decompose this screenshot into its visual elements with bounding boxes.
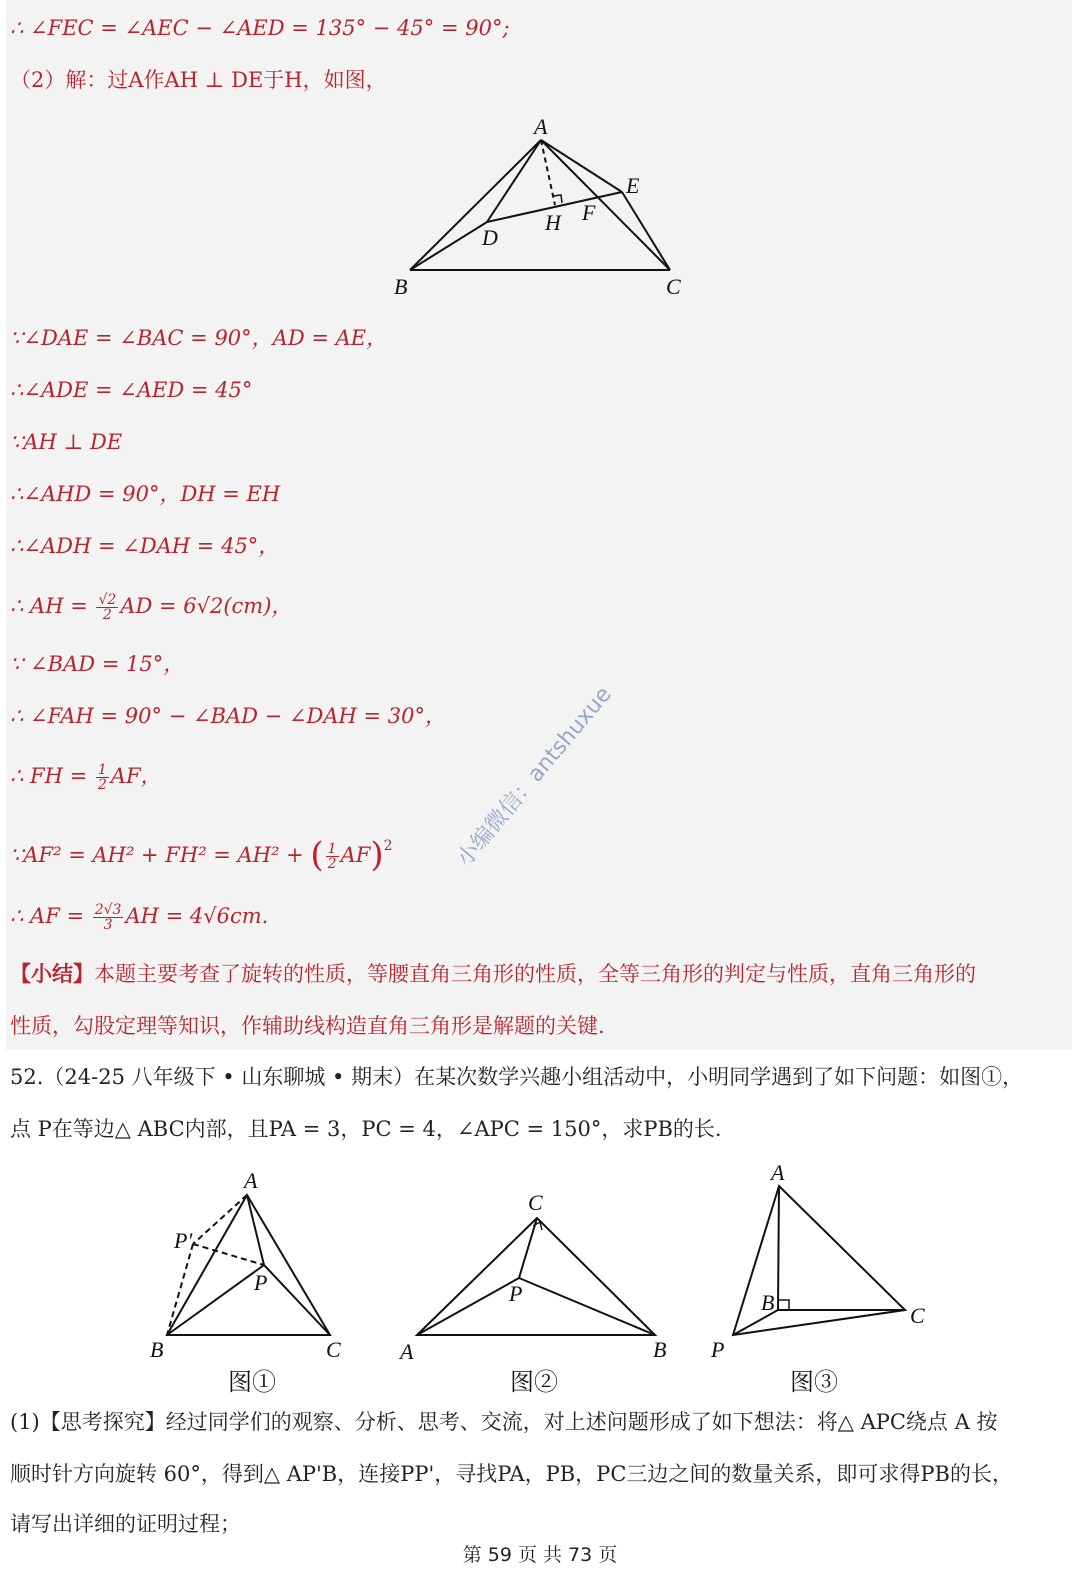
label-f: F: [582, 200, 596, 225]
label-e: E: [626, 173, 640, 198]
fraction-denominator: 2: [102, 607, 112, 623]
label-b: B: [394, 274, 408, 299]
fig2-label-p: P: [509, 1281, 523, 1306]
label-c: C: [666, 274, 681, 299]
step-fh: [10, 762, 162, 792]
segment-ec: [622, 192, 670, 270]
step-ah: [10, 592, 292, 622]
figure-caption-2: 图②: [510, 1368, 558, 1396]
fig3-label-b: B: [761, 1290, 775, 1315]
label-h: H: [545, 210, 561, 235]
fraction-denominator: 2: [327, 856, 337, 872]
fraction-sqrt2-over-2: [96, 593, 118, 622]
step-af-prefix: ∴ AF =: [10, 904, 91, 928]
fraction-half: [326, 842, 339, 871]
question-line-1: 52.（24-25 八年级下 • 山东聊城 • 期末）在某次数学兴趣小组活动中，小明同学遇到了如下问题：如图①，: [10, 1065, 1024, 1089]
segment-ad: [487, 140, 541, 222]
fraction-numerator: √2: [98, 592, 117, 608]
close-paren: ): [370, 835, 384, 875]
solution-line-2: （2）解：过A作AH ⊥ DE于H，如图，: [10, 68, 387, 92]
question-line-2: 点 P在等边△ ABC内部，且PA = 3，PC = 4，∠APC = 150°，求PB的长.: [10, 1117, 722, 1141]
part1-line-2: 顺时针方向旋转 60°，得到△ AP'B，连接PP'，寻找PA，PB，PC三边之间的数量关系，即可求得PB的长，: [10, 1462, 1013, 1486]
solution-figure: [380, 110, 710, 305]
label-a: A: [534, 114, 548, 139]
summary-line-2: 性质，勾股定理等知识，作辅助线构造直角三角形是解题的关键.: [10, 1014, 605, 1038]
step-ah-suffix: AD = 6√2(cm)，: [120, 594, 293, 618]
fig1-label-c: C: [326, 1337, 341, 1360]
step-bad: ∵ ∠BAD = 15°，: [10, 652, 185, 676]
fig2-label-c: C: [528, 1190, 543, 1215]
summary-tag: 【小结】: [10, 961, 94, 986]
figure-caption-1: 图①: [228, 1368, 276, 1396]
step-af2-inner: AF: [340, 843, 371, 867]
segment-ae: [541, 140, 622, 192]
step-2: ∴∠ADE = ∠AED = 45°: [10, 378, 253, 402]
step-ah-prefix: ∴ AH =: [10, 594, 95, 618]
page-footer: 第 59 页 共 73 页: [462, 1544, 618, 1566]
step-fah: ∴ ∠FAH = 90° − ∠BAD − ∠DAH = 30°，: [10, 704, 447, 728]
step-af: [10, 902, 268, 932]
watermark: 小编微信：antshuxue: [452, 682, 617, 872]
fig3-label-c: C: [910, 1303, 925, 1328]
step-4: ∴∠AHD = 90°，DH = EH: [10, 482, 281, 506]
fig1-label-p-prime: P': [174, 1228, 193, 1253]
fraction-denominator: 2: [97, 777, 107, 793]
summary-text-1: 本题主要考查了旋转的性质，等腰直角三角形的性质，全等三角形的判定与性质，直角三角形的: [94, 962, 976, 986]
step-fh-suffix: AF，: [110, 764, 162, 788]
fraction-half: [96, 763, 109, 792]
figure-1: [167, 1195, 330, 1335]
figure-caption-3: 图③: [790, 1368, 838, 1396]
segment-ab: [410, 140, 541, 270]
step-af2-prefix: ∵AF² = AH² + FH² = AH² +: [10, 843, 311, 867]
question-figures: [140, 1160, 940, 1360]
part1-line-3: 请写出详细的证明过程；: [10, 1512, 241, 1536]
solution-line-1: ∴ ∠FEC = ∠AEC − ∠AED = 135° − 45° = 90°;: [10, 16, 510, 40]
step-fh-prefix: ∴ FH =: [10, 764, 94, 788]
segment-bd: [410, 222, 487, 270]
fraction-numerator: 2√3: [94, 902, 122, 918]
fig1-label-p: P: [254, 1270, 268, 1295]
label-d: D: [482, 225, 498, 250]
fig2-label-b: B: [653, 1337, 667, 1360]
segment-ah-dashed: [541, 140, 555, 205]
fig1-label-b: B: [150, 1337, 164, 1360]
figure-3: [733, 1186, 905, 1335]
fig3-label-a: A: [771, 1160, 785, 1185]
part1-line-1: (1)【思考探究】经过同学们的观察、分析、思考、交流，对上述问题形成了如下想法：将△ APC绕点 A 按: [10, 1410, 998, 1434]
step-5: ∴∠ADH = ∠DAH = 45°，: [10, 534, 280, 558]
figure-2: [417, 1218, 655, 1335]
exponent: 2: [383, 838, 393, 854]
step-1: ∵∠DAE = ∠BAC = 90°，AD = AE，: [10, 326, 388, 350]
fraction-numerator: 1: [97, 762, 107, 778]
fig1-label-a: A: [244, 1168, 258, 1193]
step-af-squared: [10, 832, 393, 875]
fraction-denominator: 3: [103, 917, 113, 933]
fig2-label-a: A: [400, 1339, 414, 1360]
step-af-suffix: AH = 4√6cm.: [125, 904, 269, 928]
fig3-label-p: P: [711, 1337, 725, 1360]
step-3: ∵AH ⊥ DE: [10, 430, 123, 454]
fraction-numerator: 1: [327, 841, 337, 857]
summary-line-1: [10, 960, 976, 988]
open-paren: (: [310, 835, 324, 875]
fraction-2sqrt3-over-3: [93, 903, 124, 932]
